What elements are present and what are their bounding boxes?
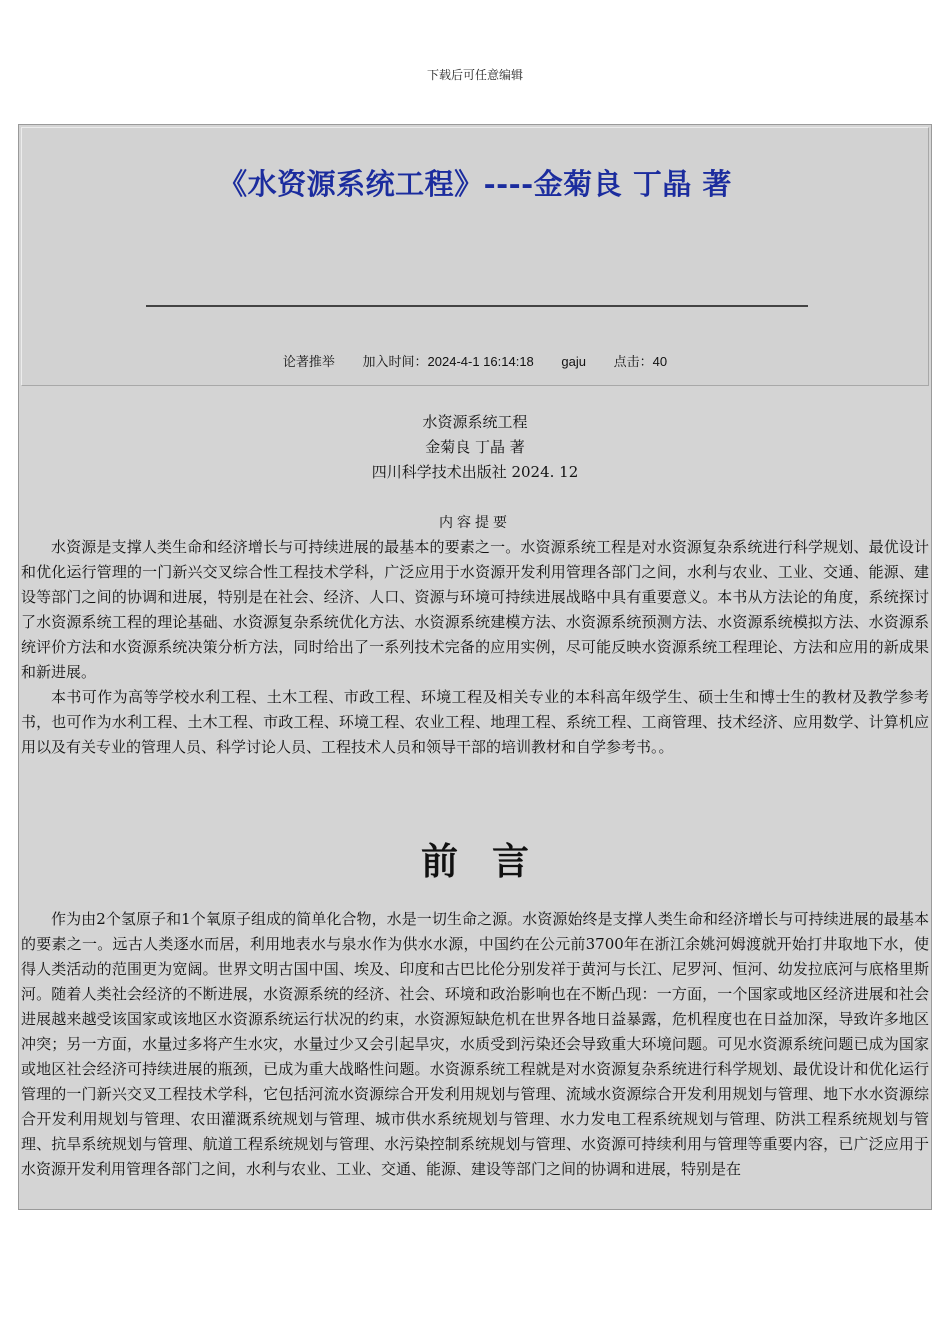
article-meta bbox=[22, 351, 928, 370]
article-header bbox=[21, 127, 929, 386]
article-frame bbox=[18, 124, 932, 1210]
book-name: 水资源系统工程 bbox=[422, 413, 528, 431]
summary-paragraph: 本书可作为高等学校水利工程、土木工程、市政工程、环境工程及相关专业的本科高年级学生、硕士生和博士生的教材及教学参考书，也可作为水利工程、土木工程、市政工程、环境工程、农业工程、地理工程、系统工程、工商管理、技术经济、应用数学、计算机应用以及有关专业的管理人员、科学讨论人员、工程技术人员和领导干部的培训教材和自学参考书。。 bbox=[21, 688, 929, 756]
preface-heading: 前言 bbox=[421, 840, 563, 883]
summary-heading: 内容提要 bbox=[439, 515, 511, 531]
article-title: 《水资源系统工程》----金菊良 丁晶 著 bbox=[218, 167, 732, 201]
book-authors: 金菊良 丁晶 著 bbox=[425, 438, 525, 456]
title-divider bbox=[146, 305, 808, 307]
article-added-time: 加入时间：2024-4-1 16:14:18 bbox=[362, 354, 534, 369]
summary-paragraph: 水资源是支撑人类生命和经济增长与可持续进展的最基本的要素之一。水资源系统工程是对水资源复杂系统进行科学规划、最优设计和优化运行管理的一门新兴交叉综合性工程技术学科，广泛应用于水资源开发利用管理各部门之间，水利与农业、工业、交通、能源、建设等部门之间的协调和进展，特别是在社会、经济、人口、资源与环境可持续进展战略中具有重要意义。本书从方法论的角度，系统探讨了水资源系统工程的理论基础、水资源复杂系统优化方法、水资源系统建模方法、水资源系统预测方法、水资源系统模拟方法、水资源系统评价方法和水资源系统决策分析方法，同时给出了一系列技术完备的应用实例，尽可能反映水资源系统工程理论、方法和应用的新成果和新进展。 bbox=[21, 538, 929, 681]
preface-paragraph: 作为由2个氢原子和1个氧原子组成的简单化合物，水是一切生命之源。水资源始终是支撑人类生命和经济增长与可持续进展的最基本的要素之一。远古人类逐水而居，利用地表水与泉水作为供水水源，中国约在公元前3700年在浙江余姚河姆渡就开始打井取地下水，使得人类活动的范围更为宽阔。世界文明古国中国、埃及、印度和古巴比伦分别发祥于黄河与长江、尼罗河、恒河、幼发拉底河与底格里斯河。随着人类社会经济的不断进展，水资源系统的经济、社会、环境和政治影响也在不断凸现：一方面，一个国家或地区经济进展和社会进展越来越受该国家或该地区水资源系统运行状况的约束，水资源短缺危机在世界各地日益暴露，危机程度也在日益加深，导致许多地区冲突；另一方面，水量过多将产生水灾，水量过少又会引起旱灾，水质受到污染还会导致重大环境问题。可见水资源系统问题已成为国家或地区社会经济可持续进展的瓶颈，已成为重大战略性问题。水资源系统工程就是对水资源复杂系统进行科学规划、最优设计和优化运行管理的一门新兴交叉工程技术学科，它包括河流水资源综合开发利用规划与管理、流域水资源综合开发利用规划与管理、地下水水资源综合开发利用规划与管理、农田灌溉系统规划与管理、城市供水系统规划与管理、水力发电工程系统规划与管理、防洪工程系统规划与管理、抗旱系统规划与管理、航道工程系统规划与管理、水污染控制系统规划与管理、水资源可持续利用与管理等重要内容，已广泛应用于水资源开发利用管理各部门之间，水利与农业、工业、交通、能源、建设等部门之间的协调和进展，特别是在 bbox=[21, 910, 929, 1178]
book-info bbox=[19, 410, 931, 485]
article-author[interactable]: gaju bbox=[561, 354, 586, 369]
article-clicks: 点击：40 bbox=[613, 354, 668, 369]
header-note: 下载后可任意编辑 bbox=[426, 68, 523, 82]
article-category[interactable]: 论著推举 bbox=[282, 354, 335, 369]
book-publisher: 四川科学技术出版社 2024. 12 bbox=[371, 463, 579, 481]
